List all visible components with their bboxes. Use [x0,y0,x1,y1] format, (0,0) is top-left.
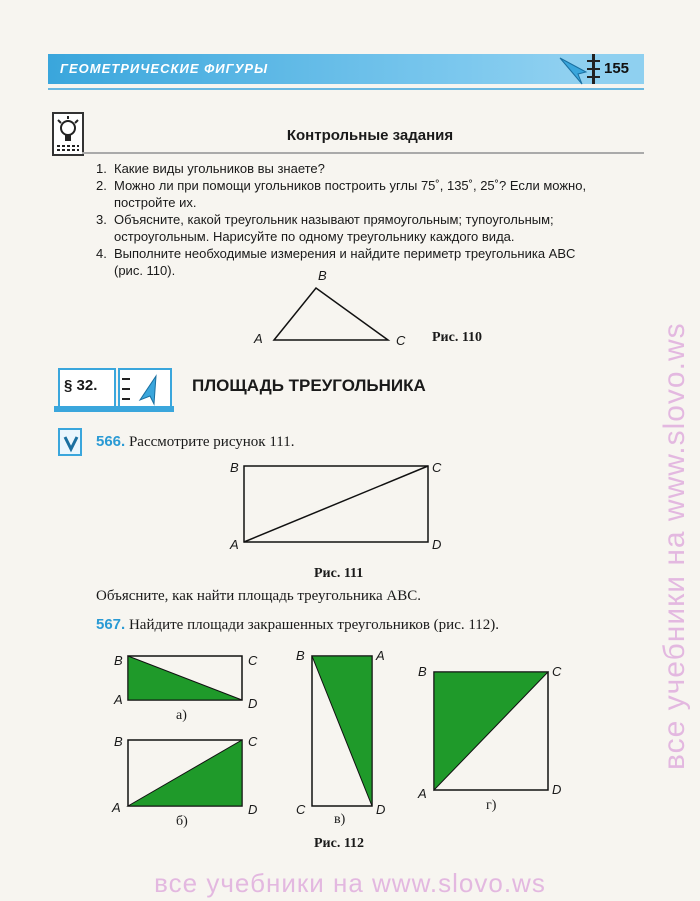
fig112b-sublabel: б) [176,814,188,829]
fig111-label-a: A [230,537,239,552]
fig112b-label-a: A [112,800,121,815]
fig112g-label-d: D [552,782,562,797]
question-text: Выполните необходимые измерения и найдите периметр треугольника ABC [114,246,576,261]
fig112v-label-d: D [376,802,386,817]
question-number: 3. [96,212,107,227]
exercise-text: Найдите площади закрашенных треугольников (рис. 112). [128,617,500,633]
question-number: 4. [96,246,107,261]
question-text: Какие виды угольников вы знаете? [114,161,325,176]
fig112b-label-d: D [248,802,258,817]
fig112v-label-c: C [296,802,306,817]
question-item [96,177,648,211]
control-tasks-title: Контрольные задания [286,127,454,144]
page-number: 155 [604,60,630,77]
figure-111-rectangle [240,462,432,546]
exercise-text: Рассмотрите рисунок 111. [128,434,295,450]
question-text: Объясните, какой треугольник называют прямоугольным; тупоугольным; [114,212,554,227]
fig111-caption: Рис. 111 [314,566,364,581]
exercise-566 [96,433,294,451]
fig110-label-a: A [254,331,263,346]
fig110-label-c: C [396,333,406,348]
fig112v-label-b: B [296,648,305,663]
watermark-side-text: все учебники на www.slovo.ws [658,322,691,770]
watermark-bottom: все учебники на www.slovo.ws [154,868,546,898]
fig112g-label-c: C [552,664,562,679]
exercise-number: 566. [96,433,126,450]
fig112a-label-c: C [248,653,258,668]
fig111-label-b: B [230,460,239,475]
section-tab [118,368,172,408]
question-text: постройте их. [114,195,197,210]
fig112g-label-a: A [418,786,427,801]
explain-text: Объясните, как найти площадь треугольника ABC. [96,588,421,604]
fig110-caption: Рис. 110 [432,330,483,345]
figure-112a [126,654,244,702]
fig112b-label-b: B [114,734,123,749]
running-header-title: ГЕОМЕТРИЧЕСКИЕ ФИГУРЫ [60,61,269,76]
exercise-number: 567. [96,616,126,633]
question-item [96,211,648,245]
fig110-label-b: B [318,268,327,283]
section-title: ПЛОЩАДЬ ТРЕУГОЛЬНИКА [192,376,426,395]
figure-112b [126,738,244,808]
figure-112g [432,670,550,792]
fig112v-sublabel: в) [334,812,346,827]
fig112a-label-d: D [248,696,258,711]
fig112a-label-b: B [114,653,123,668]
fig111-label-d: D [432,537,442,552]
section-number: § 32. [64,377,98,394]
question-text: остроугольным. Нарисуйте по одному треугольнику каждого вида. [114,229,515,244]
fig111-label-c: C [432,460,442,475]
fig112-caption: Рис. 112 [314,836,365,851]
question-text: Можно ли при помощи угольников построить углы 75˚, 135˚, 25˚? Если можно, [114,178,587,193]
exercise-567 [96,616,499,634]
fig112v-label-a: A [376,648,385,663]
question-text: (рис. 110). [114,263,176,278]
check-icon [58,428,82,456]
fig112g-label-b: B [418,664,427,679]
header-divider [48,88,644,90]
fig112a-sublabel: а) [176,708,187,723]
fig112a-label-a: A [114,692,123,707]
question-item [96,160,648,177]
figure-110-triangle [262,280,412,346]
fig112g-sublabel: г) [486,798,497,813]
question-item [96,245,648,279]
header-arrow-icon [556,50,604,88]
question-number: 2. [96,178,107,193]
fig112b-label-c: C [248,734,258,749]
watermark-side [654,0,694,901]
question-number: 1. [96,161,107,176]
control-divider [82,152,644,154]
figure-112v [310,654,374,808]
questions-list [96,160,648,279]
